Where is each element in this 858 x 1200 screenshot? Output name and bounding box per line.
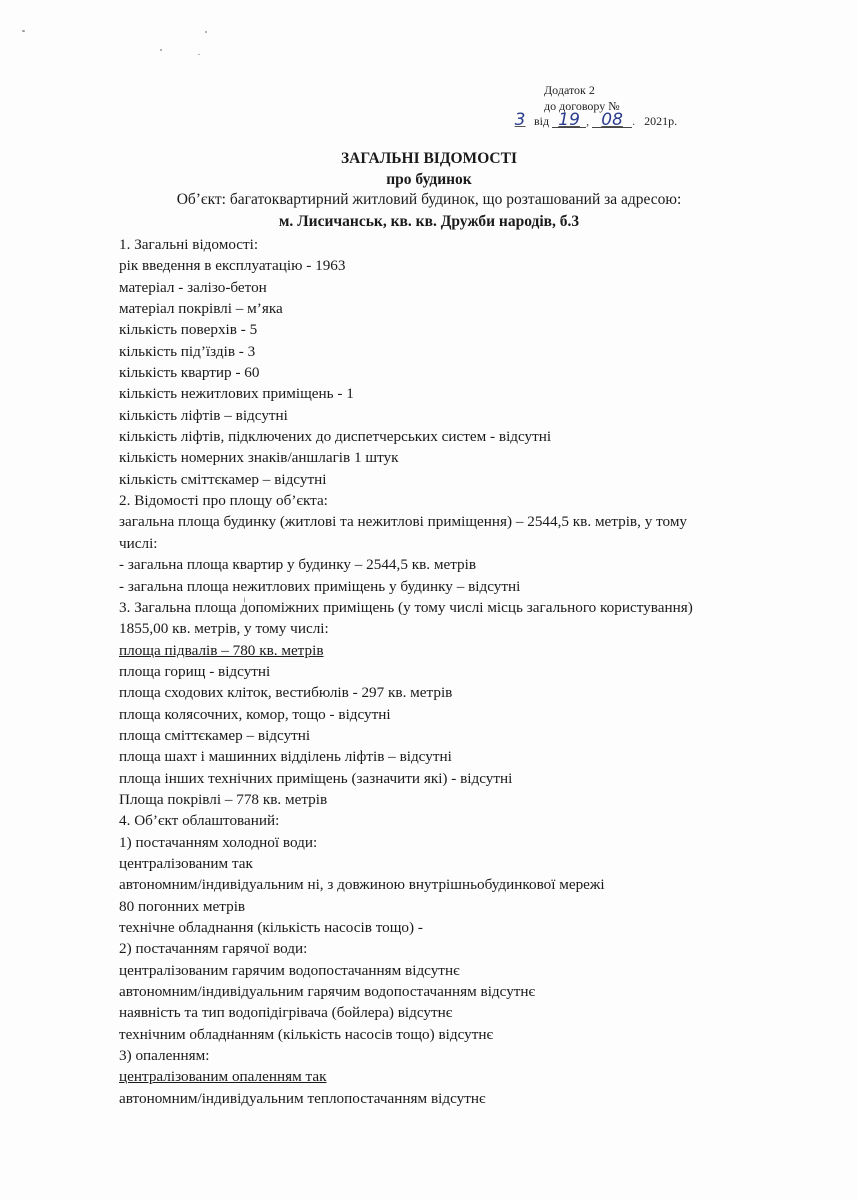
scan-speck [22,30,25,32]
from-label: від [534,114,550,128]
document-line: загальна площа будинку (житлові та нежитлові приміщення) – 2544,5 кв. метрів, у тому [119,513,688,531]
handwritten-month: 08 [592,113,632,128]
document-line: кількість ліфтів, підключених до диспетчерських систем - відсутні [119,428,552,446]
document-line: 80 погонних метрів [119,897,246,915]
document-line: 2) постачанням гарячої води: [119,940,308,958]
document-line: - загальна площа квартир у будинку – 2544,5 кв. метрів [119,556,477,574]
document-line: 2. Відомості про площу об’єкта: [119,492,328,510]
contract-date-line: 3 від 19 , 08 . 2021р. [509,110,677,130]
document-line: кількість нежитлових приміщень - 1 [119,385,354,403]
handwritten-contract-number: 3 [514,110,526,130]
document-line: 1. Загальні відомості: [119,236,259,253]
document-line: 4. Об’єкт облаштований: [119,812,280,830]
document-line: матеріал - залізо-бетон [119,278,267,296]
document-line: автономним/індивідуальним теплопостачанням відсутнє [119,1089,486,1107]
handwritten-day: 19 [552,113,586,128]
scan-speck [198,54,200,55]
document-line: кількість квартир - 60 [119,364,260,382]
document-line: площа шахт і машинних відділень ліфтів – відсутні [119,748,452,766]
document-line: кількість сміттєкамер – відсутні [119,470,327,488]
scan-speck [205,31,207,33]
document-line: автономним/індивідуальним гарячим водопостачанням відсутнє [119,983,536,1001]
document-line: наявність та тип водопідігрівача (бойлера) відсутнє [119,1004,453,1022]
addendum-title: Додаток 2 [544,83,595,97]
document-line: площа сходових кліток, вестибюлів - 297 кв. метрів [119,684,453,702]
object-address: м. Лисичанськ, кв. кв. Дружби народів, б.3 [278,213,580,230]
year-label: 2021р. [644,114,678,128]
document-line: 3. Загальна площа допоміжних приміщень (у тому числі місць загального користування) [119,598,693,616]
document-line: площа сміттєкамер – відсутні [119,726,311,744]
object-description: Об’єкт: багатоквартирний житловий будинок, що розташований за адресою: [176,191,682,208]
document-line: технічним обладнанням (кількість насосів тощо) відсутнє [119,1025,494,1043]
document-line: технічне обладнання (кількість насосів тощо) - [119,919,423,936]
document-line: кількість ліфтів – відсутні [119,406,288,424]
document-line: площа інших технічних приміщень (зазначити які) - відсутні [119,769,513,787]
document-line: числі: [119,534,158,552]
document-line: 3) опаленням: [119,1047,210,1065]
document-line: площа колясочних, комор, тощо - відсутні [119,705,391,723]
document-subtitle: про будинок [386,171,472,188]
document-line: автономним/індивідуальним ні, з довжиною внутрішньобудинкової мережі [119,876,605,894]
document-line: централізованим так [119,854,253,872]
document-line: кількість поверхів - 5 [119,321,258,339]
document-line: централізованим гарячим водопостачанням відсутнє [119,961,460,979]
document-line: площа підвалів – 780 кв. метрів [119,641,324,659]
document-line: рік введення в експлуатацію - 1963 [119,257,346,275]
addendum-contract-label: до договору № [544,99,620,113]
document-line: 1) постачанням холодної води: [119,833,318,851]
document-line: кількість номерних знаків/аншлагів 1 штук [119,449,399,467]
document-line: кількість під’їздів - 3 [119,342,256,360]
document-line: матеріал покрівлі – м’яка [119,300,283,318]
document-line: 1855,00 кв. метрів, у тому числі: [119,620,329,638]
scan-speck [160,49,162,51]
document-line: Площа покрівлі – 778 кв. метрів [119,790,328,808]
document-line: централізованим опаленням так [119,1068,327,1086]
document-title: ЗАГАЛЬНІ ВІДОМОСТІ [340,150,518,167]
document-line: - загальна площа нежитлових приміщень у будинку – відсутні [119,577,521,595]
document-line: площа горищ - відсутні [119,662,271,680]
document-body [119,234,795,1109]
